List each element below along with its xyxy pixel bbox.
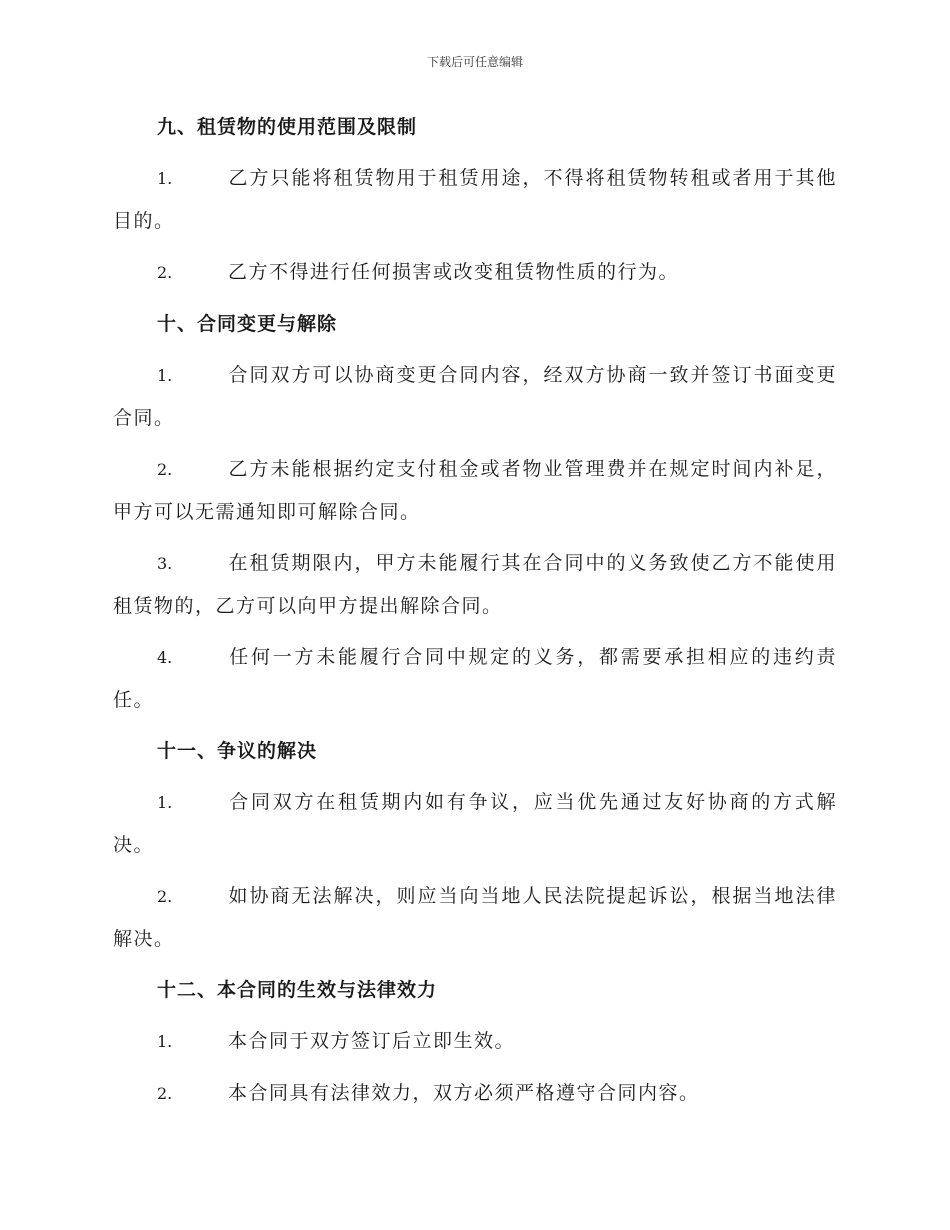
section-9 — [113, 106, 837, 294]
clause-text: 本合同具有法律效力，双方必须严格遵守合同内容。 — [228, 1082, 700, 1104]
clause-number: 2. — [157, 460, 173, 479]
clause-number: 1. — [157, 169, 173, 188]
clause-text: 乙方不得进行任何损害或改变租赁物性质的行为。 — [228, 261, 680, 283]
section-12 — [113, 969, 837, 1115]
clause-number: 3. — [157, 554, 173, 573]
section-11 — [113, 730, 837, 960]
clause-text: 在租赁期限内，甲方未能履行其在合同中的义务致使乙方不能使用租赁物的，乙方可以向甲方提出解除合同。 — [113, 552, 837, 617]
clause-text: 乙方只能将租赁物用于租赁用途，不得将租赁物转租或者用于其他目的。 — [113, 167, 837, 232]
clause-text: 合同双方在租赁期内如有争议，应当优先通过友好协商的方式解决。 — [113, 791, 837, 856]
clause-number: 2. — [157, 1084, 173, 1103]
clause-number: 4. — [157, 648, 173, 667]
clause-item — [113, 542, 837, 627]
clause-number: 1. — [157, 1032, 173, 1051]
page-header: 下载后可任意编辑 — [426, 55, 523, 69]
section-heading: 十二、本合同的生效与法律效力 — [157, 979, 438, 1001]
clause-number: 2. — [157, 263, 173, 282]
clause-number: 1. — [157, 366, 173, 385]
section-heading: 十一、争议的解决 — [157, 740, 318, 762]
section-heading: 十、合同变更与解除 — [157, 313, 338, 335]
clause-number: 1. — [157, 793, 173, 812]
clause-item — [113, 875, 837, 960]
clause-item — [113, 354, 837, 439]
section-heading: 九、租赁物的使用范围及限制 — [157, 116, 418, 138]
clause-item — [113, 781, 837, 866]
clause-text: 任何一方未能履行合同中规定的义务，都需要承担相应的违约责任。 — [113, 646, 837, 711]
document-body — [113, 106, 837, 1124]
clause-item — [113, 157, 837, 242]
clause-item — [113, 251, 837, 294]
clause-text: 本合同于双方签订后立即生效。 — [228, 1030, 516, 1052]
clause-text: 如协商无法解决，则应当向当地人民法院提起诉讼，根据当地法律解决。 — [113, 885, 837, 950]
clause-item — [113, 448, 837, 533]
section-10 — [113, 303, 837, 721]
clause-text: 乙方未能根据约定支付租金或者物业管理费并在规定时间内补足，甲方可以无需通知即可解除合同。 — [113, 458, 837, 523]
clause-text: 合同双方可以协商变更合同内容，经双方协商一致并签订书面变更合同。 — [113, 364, 837, 429]
clause-number: 2. — [157, 887, 173, 906]
clause-item — [113, 1072, 837, 1115]
clause-item — [113, 636, 837, 721]
clause-item — [113, 1020, 837, 1063]
